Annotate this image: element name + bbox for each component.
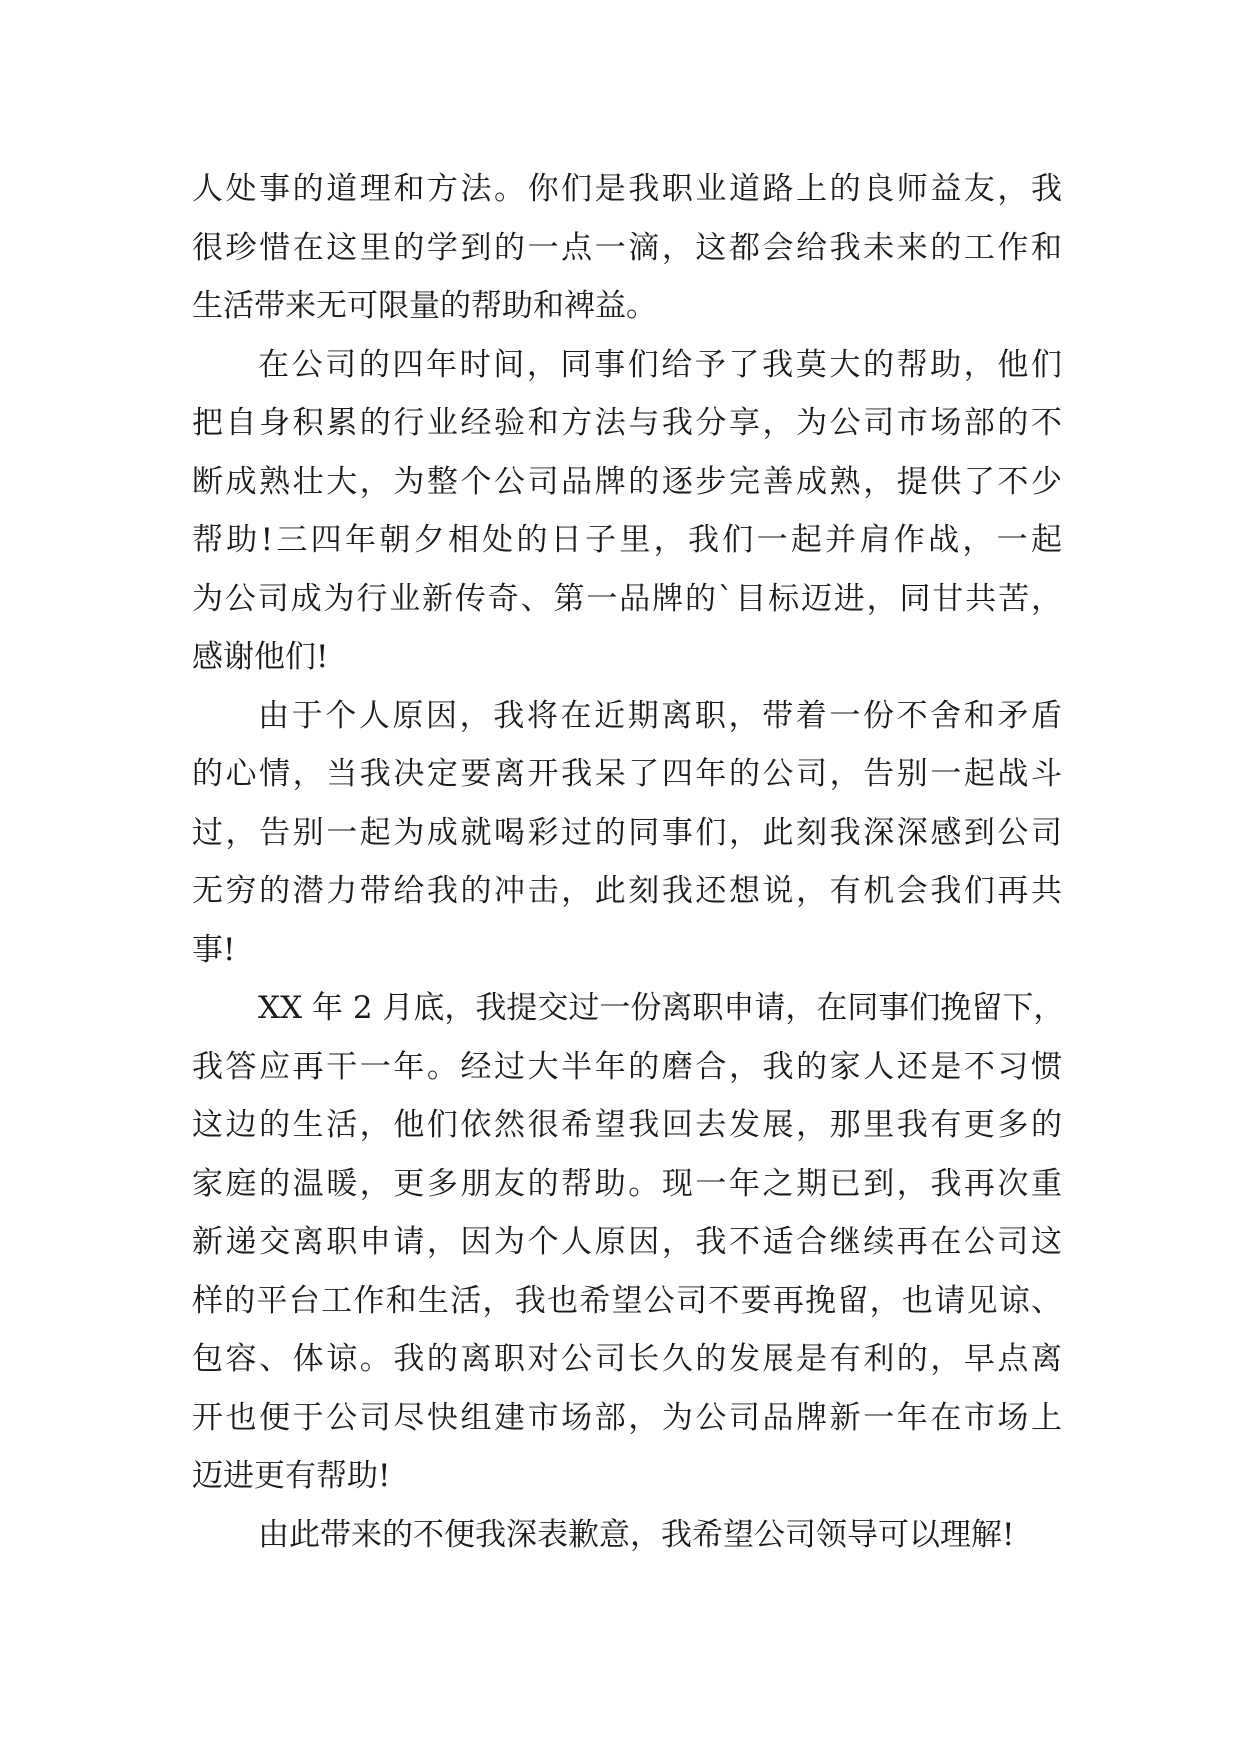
- text-line: 人处事的道理和方法。你们是我职业道路上的良师益友，我: [192, 171, 1062, 207]
- paragraph-first-line: 由于个人原因，我将在近期离职，带着一份不舍和矛盾: [258, 697, 1062, 734]
- text-line: 把自身积累的行业经验和方法与我分享，为公司市场部的不: [192, 405, 1062, 441]
- text-line: 感谢他们!: [192, 639, 329, 675]
- text-line: 过，告别一起为成就喝彩过的同事们，此刻我深深感到公司: [192, 814, 1062, 851]
- text-line: 这边的生活，他们依然很希望我回去发展，那里我有更多的: [192, 1107, 1062, 1143]
- paragraph-first-line: 在公司的四年时间，同事们给予了我莫大的帮助，他们: [258, 346, 1062, 383]
- text-line: 事!: [192, 931, 236, 968]
- document-body: [192, 160, 1065, 1564]
- text-line: 无穷的潜力带给我的冲击，此刻我还想说，有机会我们再共: [192, 873, 1062, 909]
- text-line: 新递交离职申请，因为个人原因，我不适合继续再在公司这: [192, 1224, 1062, 1260]
- text-line: 我答应再干一年。经过大半年的磨合，我的家人还是不习惯: [192, 1048, 1062, 1085]
- text-line: 样的平台工作和生活，我也希望公司不要再挽留，也请见谅、: [192, 1282, 1062, 1319]
- text-line: 包容、体谅。我的离职对公司长久的发展是有利的，早点离: [192, 1341, 1062, 1377]
- text-line: 开也便于公司尽快组建市场部，为公司品牌新一年在市场上: [192, 1399, 1062, 1436]
- text-line: 断成熟壮大，为整个公司品牌的逐步完善成熟，提供了不少: [192, 463, 1062, 500]
- text-line: 为公司成为行业新传奇、第一品牌的`目标迈进，同甘共苦，: [192, 580, 1062, 617]
- text-line: 家庭的温暖，更多朋友的帮助。现一年之期已到，我再次重: [192, 1165, 1062, 1202]
- paragraph-first-line: 由此带来的不便我深表歉意，我希望公司领导可以理解!: [258, 1516, 1015, 1553]
- text-line: 的心情，当我决定要离开我呆了四年的公司，告别一起战斗: [192, 756, 1062, 792]
- text-line: 帮助!三四年朝夕相处的日子里，我们一起并肩作战，一起: [192, 522, 1062, 558]
- paragraph-first-line: XX 年 2 月底，我提交过一份离职申请，在同事们挽留下，: [258, 990, 1065, 1026]
- text-line: 迈进更有帮助!: [192, 1458, 391, 1494]
- text-line: 生活带来无可限量的帮助和裨益。: [192, 288, 657, 324]
- text-line: 很珍惜在这里的学到的一点一滴，这都会给我未来的工作和: [192, 229, 1062, 266]
